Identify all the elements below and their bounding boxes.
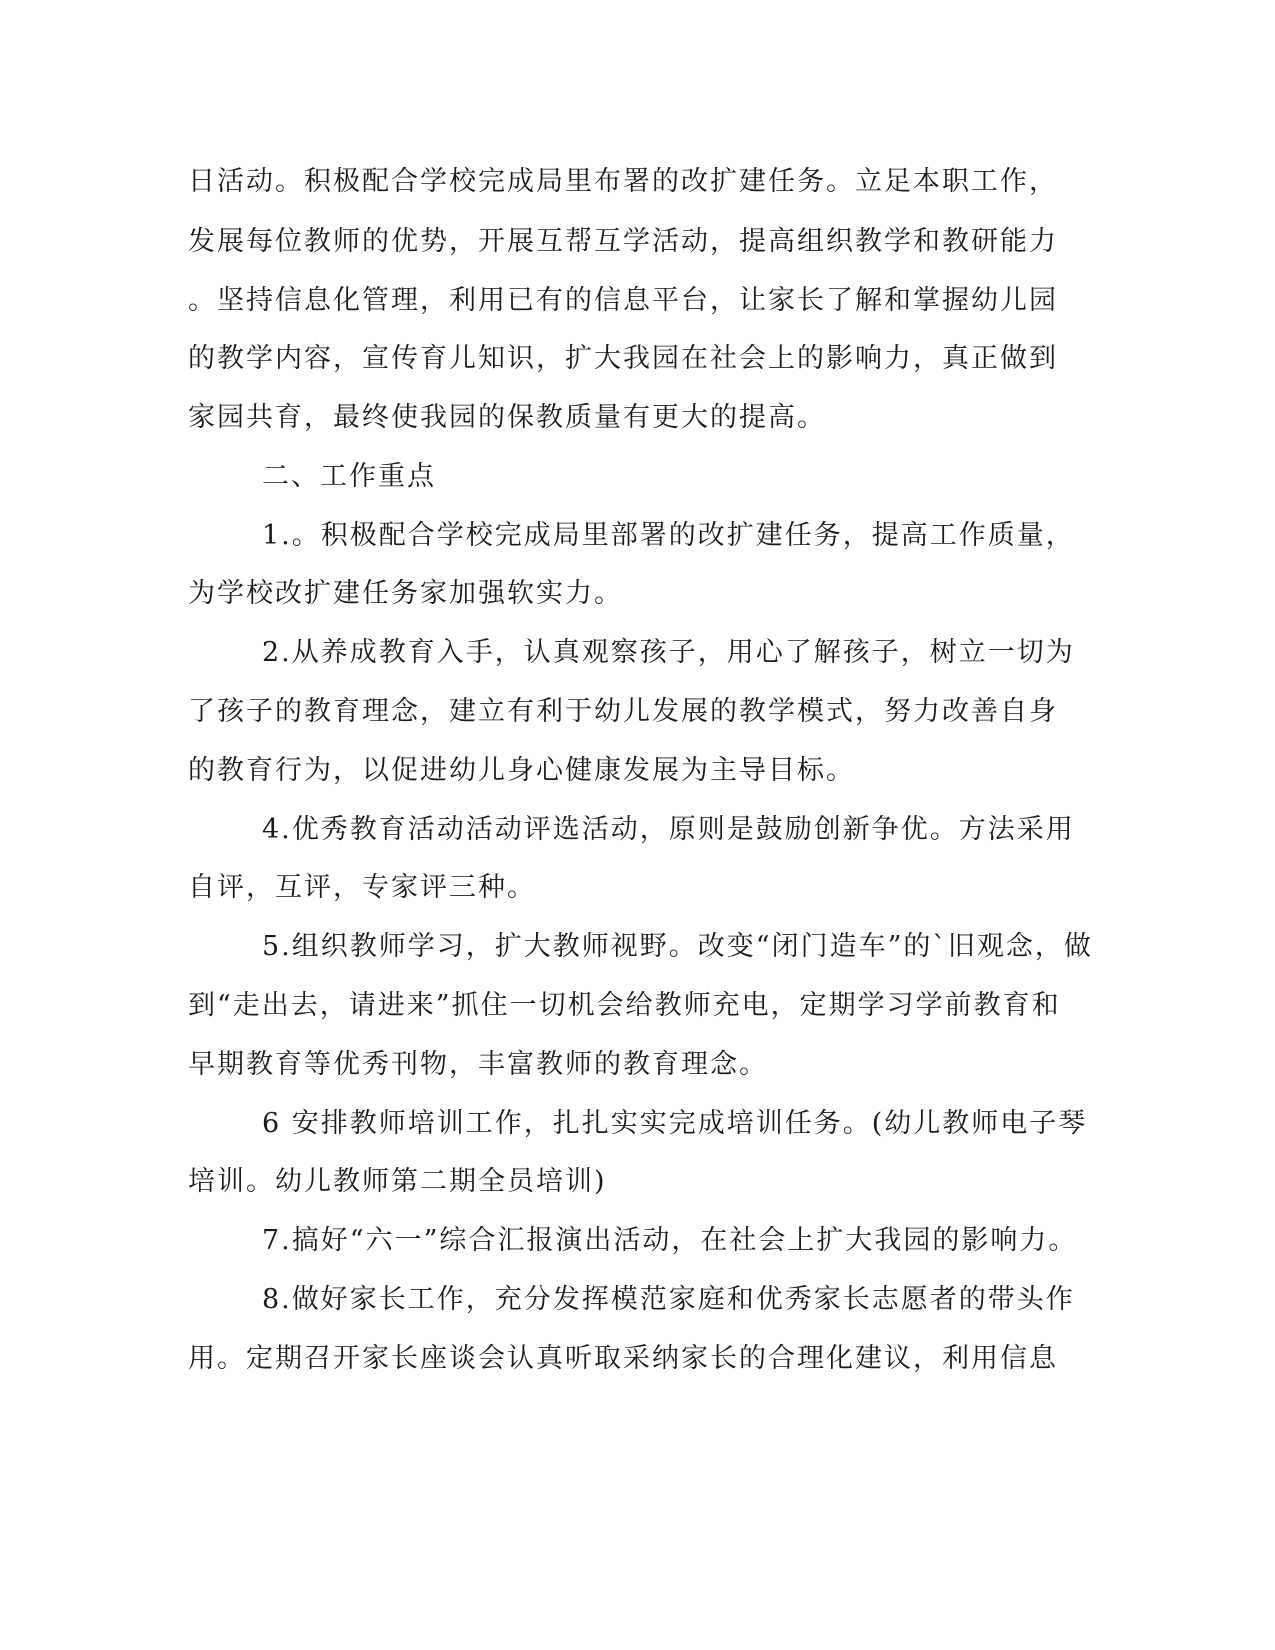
text-line: 到“走出去，请进来”抓住一切机会给教师充电，定期学习学前教育和 <box>188 990 1061 1021</box>
text-line: 发展每位教师的优势，开展互帮互学活动，提高组织教学和教研能力 <box>188 226 1058 257</box>
text-line: 的教学内容，宣传育儿知识，扩大我园在社会上的影响力，真正做到 <box>188 343 1058 374</box>
text-line: 的教育行为，以促进幼儿身心健康发展为主导目标。 <box>188 755 855 786</box>
text-line: 。坚持信息化管理，利用已有的信息平台，让家长了解和掌握幼儿园 <box>188 285 1058 316</box>
text-line: 培训。幼儿教师第二期全员培训) <box>188 1166 607 1197</box>
text-line: 了孩子的教育理念，建立有利于幼儿发展的教学模式，努力改善自身 <box>188 696 1058 727</box>
text-line: 用。定期召开家长座谈会认真听取采纳家长的合理化建议，利用信息 <box>188 1343 1058 1374</box>
text-line: 1.。积极配合学校完成局里部署的改扩建任务，提高工作质量， <box>262 520 1075 551</box>
text-line: 7.搞好“六一”综合汇报演出活动，在社会上扩大我园的影响力。 <box>262 1225 1078 1256</box>
text-line: 5.组织教师学习，扩大教师视野。改变“闭门造车”的`旧观念，做 <box>262 931 1093 962</box>
section-heading: 二、工作重点 <box>262 461 436 492</box>
text-line: 2.从养成教育入手，认真观察孩子，用心了解孩子，树立一切为 <box>262 637 1075 668</box>
text-line: 为学校改扩建任务家加强软实力。 <box>188 578 623 609</box>
text-line: 家园共育，最终使我园的保教质量有更大的提高。 <box>188 402 826 433</box>
text-line: 4.优秀教育活动活动评选活动，原则是鼓励创新争优。方法采用 <box>262 814 1075 845</box>
text-line: 自评，互评，专家评三种。 <box>188 872 536 903</box>
text-line: 8.做好家长工作，充分发挥模范家庭和优秀家长志愿者的带头作 <box>262 1284 1075 1315</box>
text-line: 6 安排教师培训工作，扎扎实实完成培训任务。(幼儿教师电子琴 <box>262 1108 1088 1139</box>
text-line: 日活动。积极配合学校完成局里布署的改扩建任务。立足本职工作， <box>188 166 1058 197</box>
text-line: 早期教育等优秀刊物，丰富教师的教育理念。 <box>188 1049 768 1080</box>
